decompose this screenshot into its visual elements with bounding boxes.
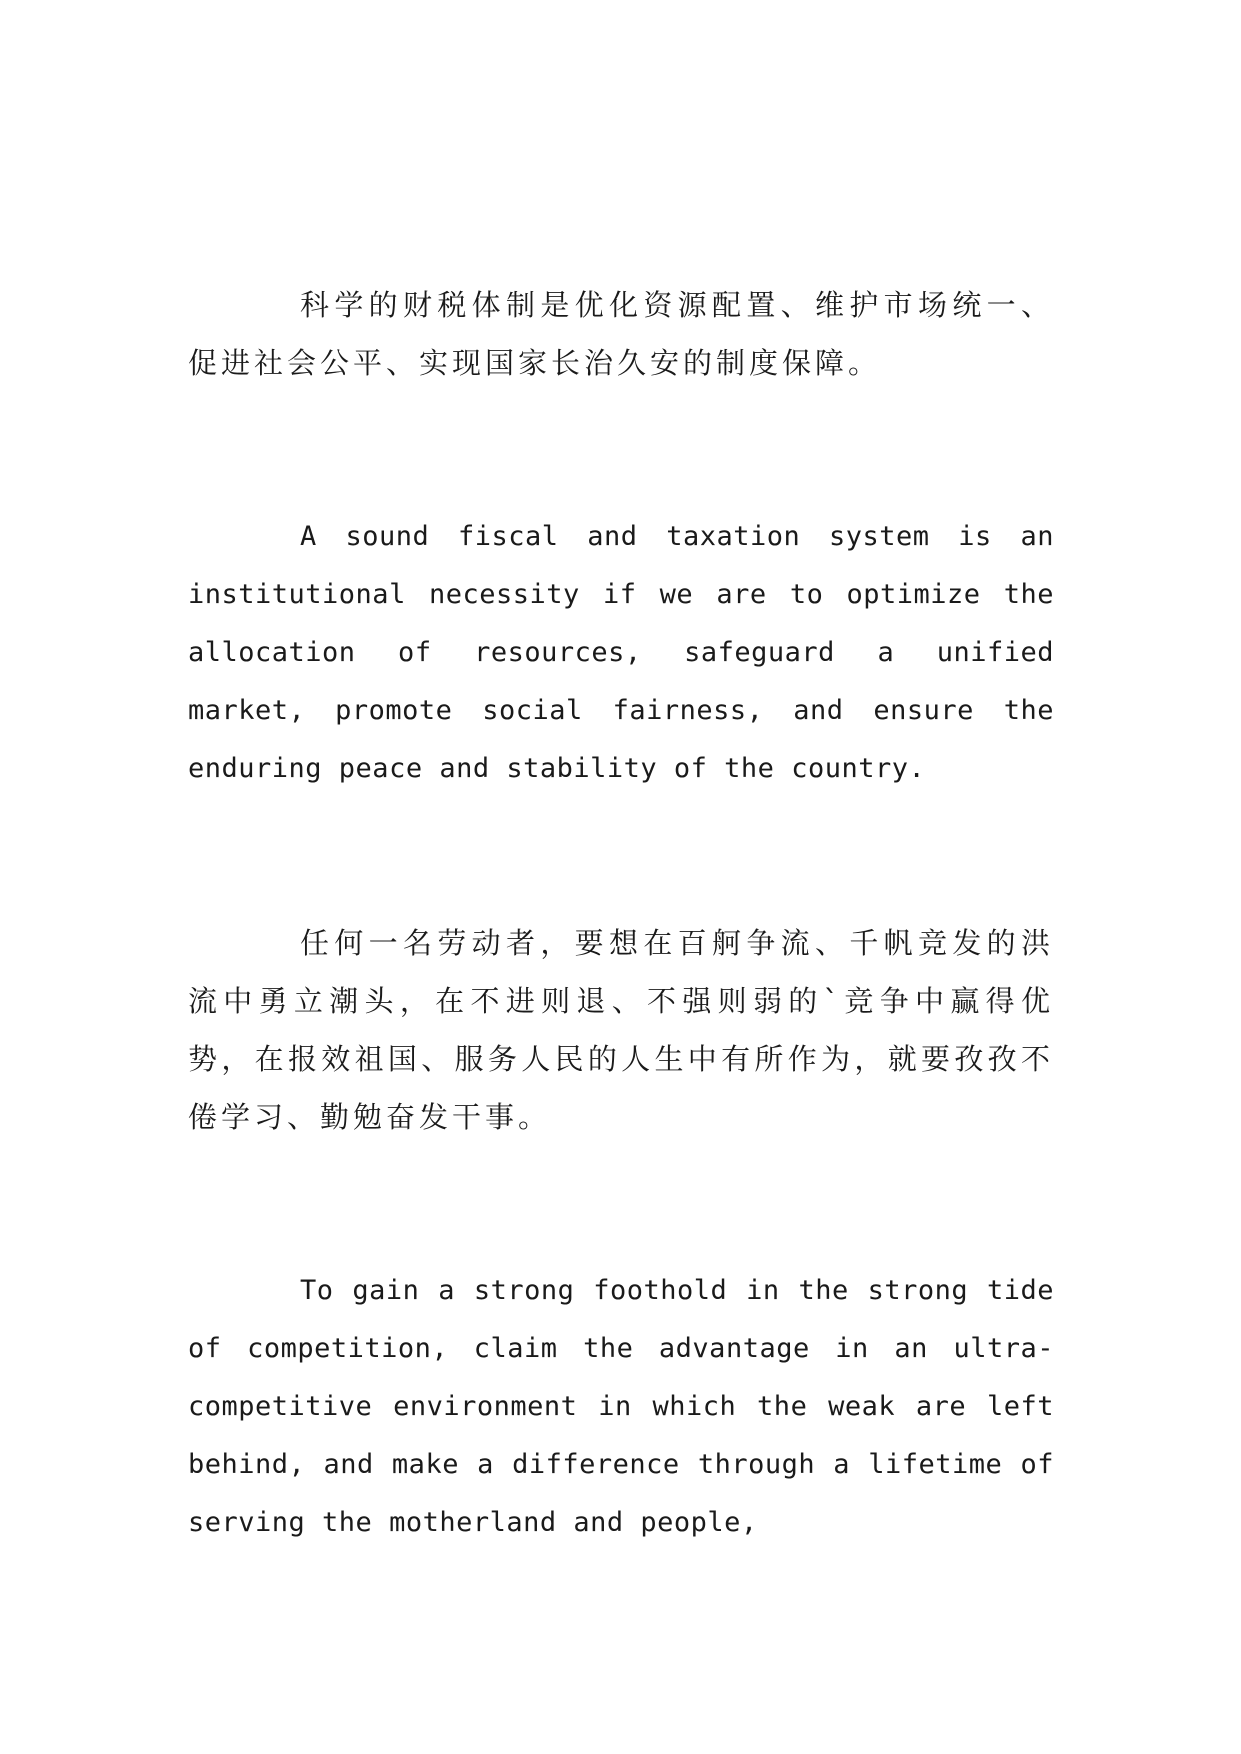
paragraph-spacer (188, 1146, 1054, 1262)
paragraph-english-2: To gain a strong foothold in the strong tide of competition, claim the advantage in an ultra-competitive environment in which the weak are left behind, and make a difference through a lifetime of serving the motherland and people, (188, 1275, 1054, 1538)
paragraph-spacer (188, 798, 1054, 914)
paragraph-chinese-1: 科学的财税体制是优化资源配置、维护市场统一、促进社会公平、实现国家长治久安的制度保障。 (188, 288, 1054, 380)
paragraph-chinese-2: 任何一名劳动者，要想在百舸争流、千帆竞发的洪流中勇立潮头，在不进则退、不强则弱的`竞争中赢得优势，在报效祖国、服务人民的人生中有所作为，就要孜孜不倦学习、勤勉奋发干事。 (188, 926, 1054, 1134)
paragraph-spacer (188, 392, 1054, 508)
paragraph-english-1: A sound fiscal and taxation system is an institutional necessity if we are to optimize the allocation of resources, safeguard a unified market, promote social fairness, and ensure the enduring peace and stability of the country. (188, 521, 1054, 784)
document-body (188, 276, 1054, 1552)
